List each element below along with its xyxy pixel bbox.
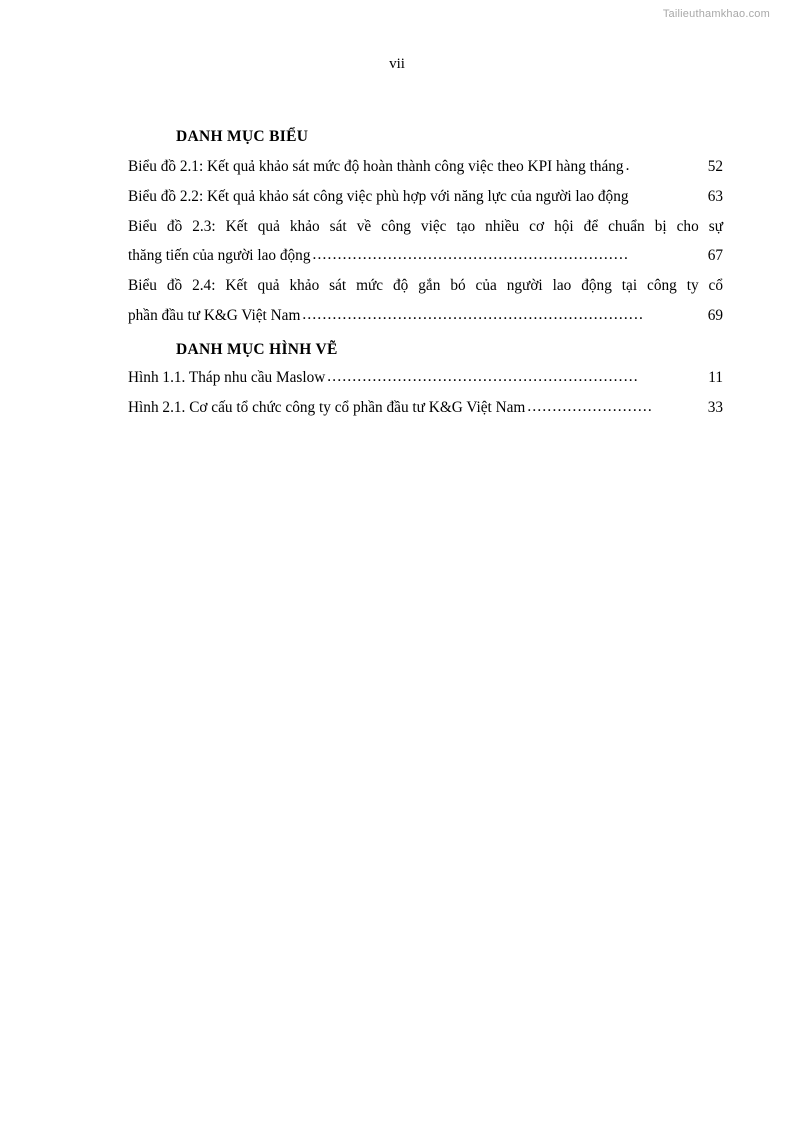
toc-entry-label-line2: thăng tiến của người lao động xyxy=(128,247,311,265)
toc-leader: . xyxy=(625,157,631,174)
section-heading-hinh-ve: DANH MỤC HÌNH VẼ xyxy=(176,340,338,358)
toc-leader: ............................................................... xyxy=(312,246,630,264)
toc-entry-label: Hình 1.1. Tháp nhu cầu Maslow xyxy=(128,368,326,386)
toc-entry-label-line1: Biểu đồ 2.3: Kết quả khảo sát về công việc tạo nhiều cơ hội để chuẩn bị cho sự xyxy=(128,217,723,235)
toc-entry[interactable] xyxy=(128,271,723,331)
page-number: vii xyxy=(389,56,405,72)
toc-entry[interactable] xyxy=(128,182,723,212)
toc-content xyxy=(128,128,723,423)
toc-entry-label-line2: phần đầu tư K&G Việt Nam xyxy=(128,307,301,325)
toc-leader: .................................................................... xyxy=(302,306,645,324)
toc-entry-label-line1: Biểu đồ 2.4: Kết quả khảo sát mức độ gắn bó của người lao động tại công ty cổ xyxy=(128,277,723,295)
toc-entry[interactable] xyxy=(128,363,723,393)
toc-page-number: 52 xyxy=(707,158,723,175)
toc-entry[interactable] xyxy=(128,393,723,423)
toc-page-number: 11 xyxy=(708,368,723,386)
section-heading-bieu: DANH MỤC BIỂU xyxy=(176,128,309,145)
toc-page-number: 69 xyxy=(707,307,723,325)
watermark-text: Tailieuthamkhao.com xyxy=(662,8,770,20)
toc-entry-label: Biểu đồ 2.2: Kết quả khảo sát công việc phù hợp với năng lực của người lao động xyxy=(128,187,629,205)
toc-page-number: 63 xyxy=(707,187,723,205)
toc-entry-label: Hình 2.1. Cơ cấu tổ chức công ty cổ phần đầu tư K&G Việt Nam xyxy=(128,398,526,416)
toc-entry[interactable] xyxy=(128,212,723,272)
toc-entry[interactable] xyxy=(128,152,723,182)
toc-page-number: 33 xyxy=(707,398,723,416)
toc-leader: ......................... xyxy=(527,397,653,415)
toc-entry-label: Biểu đồ 2.1: Kết quả khảo sát mức độ hoàn thành công việc theo KPI hàng tháng xyxy=(128,158,624,175)
toc-leader: .............................................................. xyxy=(327,367,639,385)
toc-page-number: 67 xyxy=(707,247,723,265)
